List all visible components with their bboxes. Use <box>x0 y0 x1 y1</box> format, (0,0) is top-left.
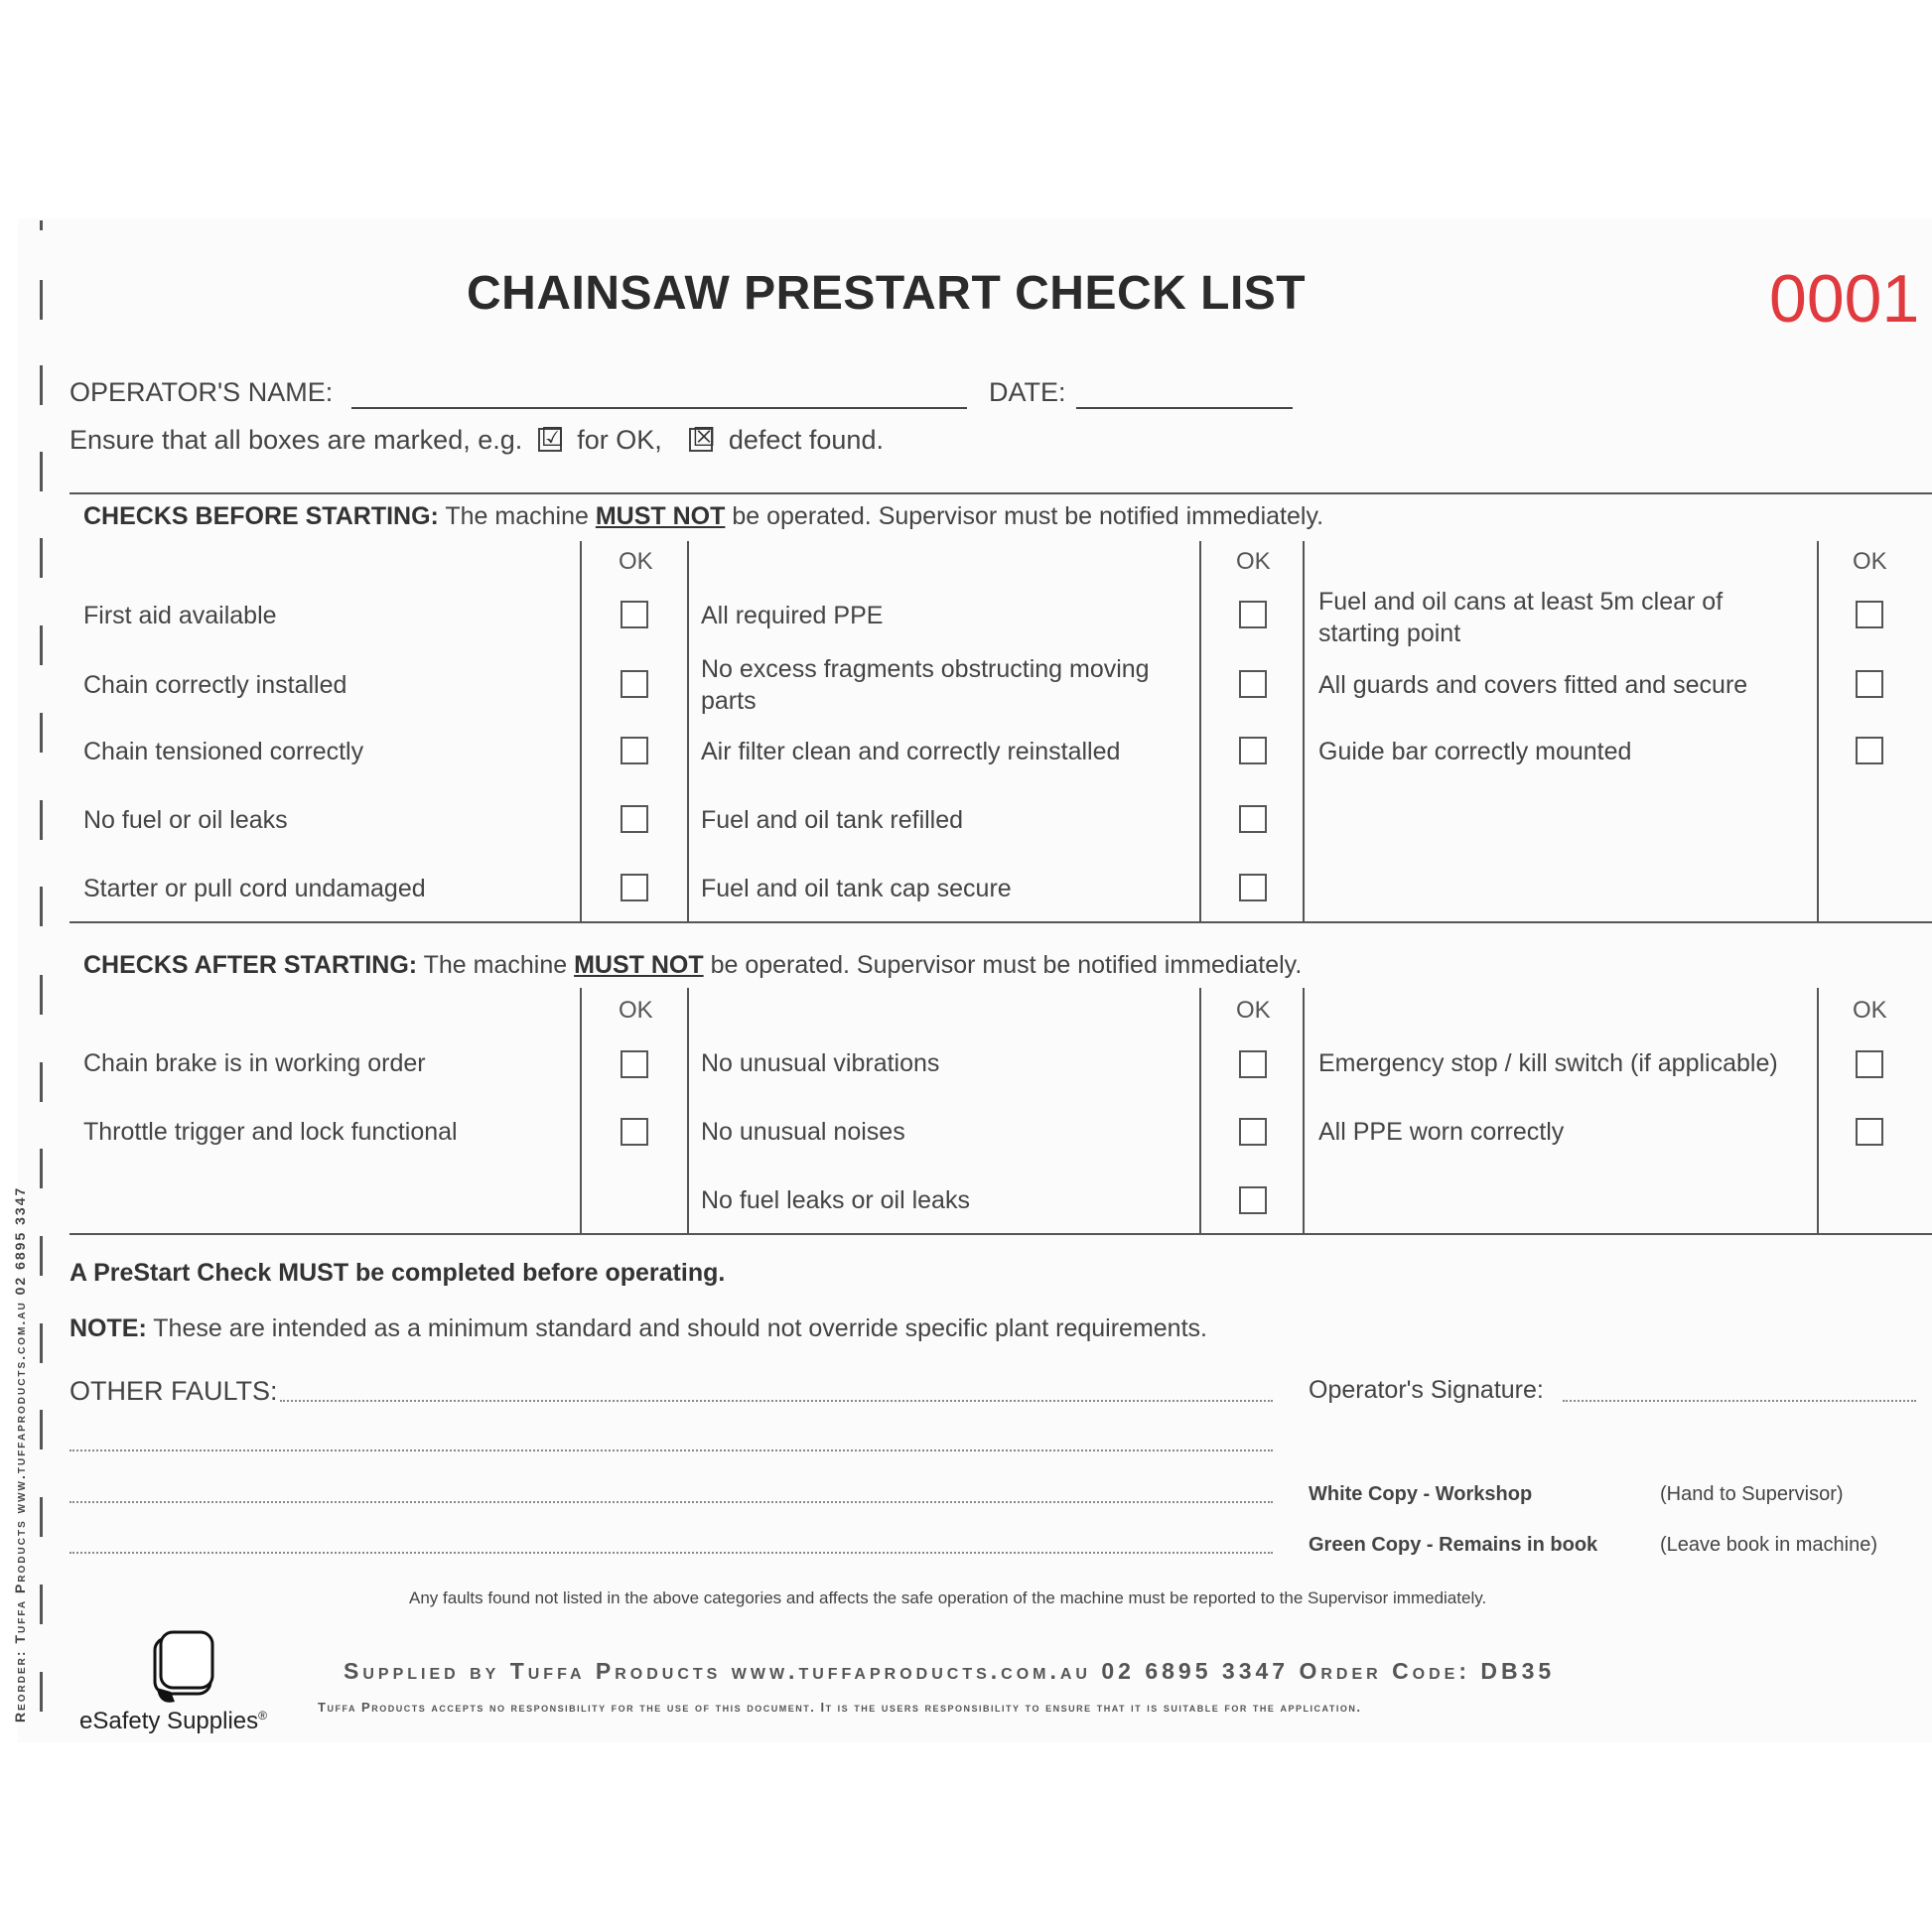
after-heading: CHECKS AFTER STARTING: The machine MUST NOT be operated. Supervisor must be notified immediately. <box>83 951 1303 979</box>
margin-tick <box>40 1062 43 1102</box>
check-box[interactable] <box>1856 1050 1883 1078</box>
check-box[interactable] <box>1856 670 1883 698</box>
margin-tick <box>40 452 43 491</box>
operator-name-label: OPERATOR'S NAME: <box>69 377 334 407</box>
check-item: No fuel leaks or oil leaks <box>701 1186 970 1214</box>
signature-label: Operator's Signature: <box>1309 1376 1544 1404</box>
check-item: Throttle trigger and lock functional <box>83 1118 458 1146</box>
check-box[interactable] <box>621 1118 648 1146</box>
other-faults-line[interactable] <box>69 1449 1273 1451</box>
check-box[interactable] <box>621 874 648 901</box>
margin-tick <box>40 280 43 320</box>
margin-tick <box>40 220 43 230</box>
margin-tick <box>40 625 43 665</box>
esafety-logo-icon <box>149 1628 218 1708</box>
column-divider <box>580 988 582 1234</box>
check-box[interactable] <box>1856 1118 1883 1146</box>
defect-example-icon: ☒ <box>689 428 713 452</box>
margin-tick <box>40 1497 43 1537</box>
check-box[interactable] <box>1239 874 1267 901</box>
check-item: Fuel and oil tank refilled <box>701 806 964 834</box>
check-box[interactable] <box>1239 1186 1267 1214</box>
reorder-text: Reorder: Tuffa Products www.tuffaproducts.com.au 02 6895 3347 <box>12 1185 28 1723</box>
supplied-by: Supplied by Tuffa Products www.tuffaproducts.com.au 02 6895 3347 Order Code: DB35 <box>344 1658 1556 1684</box>
check-box[interactable] <box>1239 737 1267 764</box>
column-divider <box>1199 988 1201 1234</box>
margin-tick <box>40 1585 43 1624</box>
ok-header: OK <box>1236 548 1271 575</box>
other-faults-line[interactable] <box>69 1501 1273 1503</box>
check-item: No fuel or oil leaks <box>83 806 288 834</box>
check-item: Chain tensioned correctly <box>83 738 364 765</box>
check-item: All guards and covers fitted and secure <box>1318 671 1748 699</box>
other-faults-line[interactable] <box>280 1400 1273 1402</box>
column-divider <box>1199 541 1201 923</box>
check-box[interactable] <box>621 1050 648 1078</box>
date-label: DATE: <box>989 377 1066 407</box>
check-item: No unusual noises <box>701 1118 905 1146</box>
other-faults-line[interactable] <box>69 1552 1273 1554</box>
check-item: Starter or pull cord undamaged <box>83 875 426 902</box>
check-item: No unusual vibrations <box>701 1049 940 1077</box>
check-item: No excess fragments obstructing moving parts <box>701 655 1150 715</box>
green-copy-note: (Leave book in machine) <box>1660 1534 1878 1556</box>
divider <box>69 492 1932 494</box>
other-faults-label: OTHER FAULTS: <box>69 1376 278 1406</box>
white-copy-label: White Copy - Workshop <box>1309 1483 1533 1505</box>
ok-example-icon: ☑ <box>538 428 562 452</box>
check-item: Chain brake is in working order <box>83 1049 426 1077</box>
margin-tick <box>40 365 43 405</box>
column-divider <box>1817 541 1819 923</box>
check-box[interactable] <box>1239 670 1267 698</box>
check-box[interactable] <box>621 670 648 698</box>
check-item: Chain correctly installed <box>83 671 347 699</box>
column-divider <box>687 541 689 923</box>
divider <box>69 1233 1932 1235</box>
margin-tick <box>40 538 43 578</box>
check-box[interactable] <box>621 805 648 833</box>
ok-header: OK <box>1853 548 1887 575</box>
ok-header: OK <box>1853 997 1887 1024</box>
margin-tick <box>40 713 43 753</box>
instruction-prefix: Ensure that all boxes are marked, e.g. <box>69 425 523 455</box>
margin-tick <box>40 1323 43 1363</box>
check-item: Fuel and oil tank cap secure <box>701 875 1012 902</box>
faults-statement: Any faults found not listed in the above categories and affects the safe operation of the machine must be reported to the Supervisor immediately. <box>409 1588 1487 1607</box>
serial-number: 0001 <box>1769 261 1920 337</box>
check-box[interactable] <box>1239 1050 1267 1078</box>
disclaimer: Tuffa Products accepts no responsibility for the use of this document. It is the users responsibility to ensure that it is suitable for the application. <box>318 1700 1362 1715</box>
signature-line[interactable] <box>1563 1400 1916 1402</box>
check-box[interactable] <box>1239 1118 1267 1146</box>
note-label: NOTE: <box>69 1314 147 1342</box>
column-divider <box>580 541 582 923</box>
check-item: Guide bar correctly mounted <box>1318 738 1632 765</box>
check-box[interactable] <box>621 601 648 628</box>
ok-header: OK <box>619 997 653 1024</box>
check-item: First aid available <box>83 602 277 629</box>
ok-header: OK <box>1236 997 1271 1024</box>
margin-tick <box>40 1236 43 1276</box>
column-divider <box>687 988 689 1234</box>
margin-tick <box>40 1672 43 1712</box>
margin-tick <box>40 1149 43 1188</box>
page-title: CHAINSAW PRESTART CHECK LIST <box>467 267 1307 320</box>
margin-tick <box>40 975 43 1015</box>
note-text: These are intended as a minimum standard and should not override specific plant requirements. <box>153 1314 1207 1342</box>
white-copy-note: (Hand to Supervisor) <box>1660 1483 1844 1505</box>
check-box[interactable] <box>621 737 648 764</box>
margin-tick <box>40 800 43 840</box>
operator-name-field[interactable] <box>351 407 967 409</box>
check-item: All PPE worn correctly <box>1318 1118 1565 1146</box>
check-item: Fuel and oil cans at least 5m clear of starting point <box>1318 588 1724 647</box>
esafety-logo-text: eSafety Supplies® <box>79 1708 267 1734</box>
check-box[interactable] <box>1239 601 1267 628</box>
check-box[interactable] <box>1856 601 1883 628</box>
margin-tick <box>40 1410 43 1449</box>
green-copy-label: Green Copy - Remains in book <box>1309 1534 1598 1556</box>
instruction-ok-text: for OK, <box>577 425 662 455</box>
check-item: Emergency stop / kill switch (if applicable) <box>1318 1049 1778 1077</box>
column-divider <box>1303 541 1305 923</box>
check-item: Air filter clean and correctly reinstalled <box>701 738 1121 765</box>
ok-header: OK <box>619 548 653 575</box>
column-divider <box>1303 988 1305 1234</box>
check-box[interactable] <box>1239 805 1267 833</box>
column-divider <box>1817 988 1819 1234</box>
divider <box>69 921 1932 923</box>
instruction-defect-text: defect found. <box>728 425 884 455</box>
before-heading: CHECKS BEFORE STARTING: The machine MUST NOT be operated. Supervisor must be notified immediately. <box>83 502 1324 530</box>
check-item: All required PPE <box>701 602 884 629</box>
margin-tick <box>40 887 43 926</box>
date-field[interactable] <box>1076 407 1293 409</box>
prestart-note: A PreStart Check MUST be completed before operating. <box>69 1259 726 1287</box>
check-box[interactable] <box>1856 737 1883 764</box>
instruction-line <box>69 422 884 456</box>
note-line <box>69 1314 1207 1343</box>
